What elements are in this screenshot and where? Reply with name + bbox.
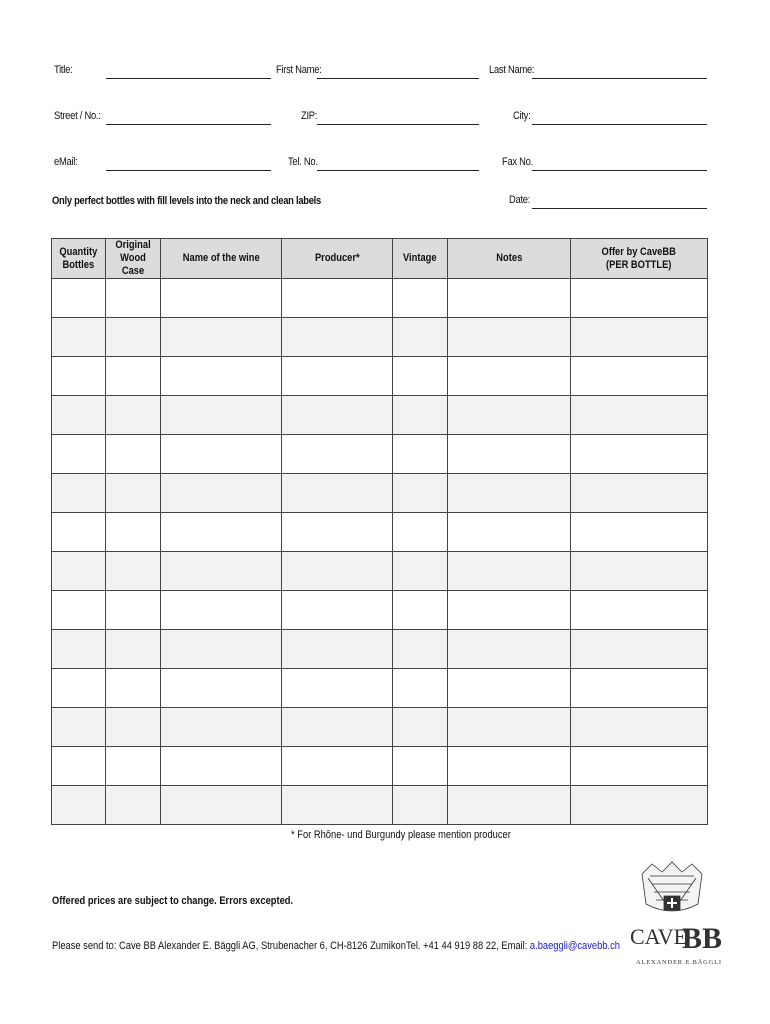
header-producer: Producer* bbox=[282, 239, 393, 279]
table-cell[interactable] bbox=[282, 708, 393, 747]
table-cell[interactable] bbox=[161, 552, 282, 591]
table-row bbox=[52, 279, 708, 318]
fax-label: Fax No. bbox=[502, 156, 533, 168]
table-cell[interactable] bbox=[52, 669, 106, 708]
table-cell[interactable] bbox=[448, 396, 571, 435]
bottle-condition-notice: Only perfect bottles with fill levels into the neck and clean labels bbox=[52, 195, 321, 207]
table-cell[interactable] bbox=[161, 396, 282, 435]
table-cell[interactable] bbox=[161, 708, 282, 747]
date-label: Date: bbox=[509, 194, 531, 206]
header-notes: Notes bbox=[448, 239, 571, 279]
table-cell[interactable] bbox=[571, 747, 708, 786]
table-cell[interactable] bbox=[571, 669, 708, 708]
street-label: Street / No.: bbox=[54, 110, 101, 122]
table-cell[interactable] bbox=[393, 279, 448, 318]
table-cell[interactable] bbox=[571, 708, 708, 747]
last-name-label: Last Name: bbox=[489, 64, 535, 76]
table-cell[interactable] bbox=[393, 552, 448, 591]
table-header-row bbox=[52, 239, 708, 279]
first-name-label: First Name: bbox=[276, 64, 322, 76]
table-cell[interactable] bbox=[106, 747, 161, 786]
tel-field[interactable] bbox=[317, 170, 479, 171]
table-cell[interactable] bbox=[448, 591, 571, 630]
wine-crest-icon bbox=[622, 860, 726, 970]
email-link[interactable]: a.baeggli@cavebb.ch bbox=[529, 940, 620, 952]
table-row bbox=[52, 669, 708, 708]
table-cell[interactable] bbox=[106, 513, 161, 552]
table-cell[interactable] bbox=[393, 708, 448, 747]
fax-field[interactable] bbox=[532, 170, 707, 171]
header-wood-case: Original Wood Case bbox=[106, 239, 161, 279]
email-label: eMail: bbox=[54, 156, 78, 168]
table-cell[interactable] bbox=[52, 279, 106, 318]
table-row bbox=[52, 357, 708, 396]
last-name-field[interactable] bbox=[532, 78, 707, 79]
table-cell[interactable] bbox=[393, 396, 448, 435]
table-cell[interactable] bbox=[106, 396, 161, 435]
table-cell[interactable] bbox=[393, 630, 448, 669]
table-row bbox=[52, 435, 708, 474]
table-cell[interactable] bbox=[106, 279, 161, 318]
table-cell[interactable] bbox=[393, 513, 448, 552]
table-cell[interactable] bbox=[393, 357, 448, 396]
table-cell[interactable] bbox=[282, 474, 393, 513]
price-disclaimer: Offered prices are subject to change. Errors excepted. bbox=[52, 895, 294, 907]
table-row bbox=[52, 318, 708, 357]
brand-mark: BB bbox=[682, 922, 723, 955]
date-field[interactable] bbox=[532, 208, 707, 209]
street-field[interactable] bbox=[106, 124, 271, 125]
table-cell[interactable] bbox=[52, 435, 106, 474]
tel-label: Tel. No. bbox=[288, 156, 318, 168]
table-row bbox=[52, 396, 708, 435]
table-row bbox=[52, 630, 708, 669]
table-cell[interactable] bbox=[106, 552, 161, 591]
table-cell[interactable] bbox=[161, 279, 282, 318]
table-cell[interactable] bbox=[571, 630, 708, 669]
header-wine-name: Name of the wine bbox=[161, 239, 282, 279]
table-cell[interactable] bbox=[448, 435, 571, 474]
table-cell[interactable] bbox=[106, 786, 161, 825]
table-cell[interactable] bbox=[106, 708, 161, 747]
table-cell[interactable] bbox=[282, 552, 393, 591]
table-cell[interactable] bbox=[161, 630, 282, 669]
table-cell[interactable] bbox=[448, 669, 571, 708]
table-cell[interactable] bbox=[161, 318, 282, 357]
table-row bbox=[52, 552, 708, 591]
first-name-field[interactable] bbox=[317, 78, 479, 79]
table-cell[interactable] bbox=[161, 747, 282, 786]
table-cell[interactable] bbox=[448, 513, 571, 552]
zip-label: ZIP: bbox=[301, 110, 318, 122]
table-cell[interactable] bbox=[448, 747, 571, 786]
table-cell[interactable] bbox=[282, 435, 393, 474]
table-cell[interactable] bbox=[106, 435, 161, 474]
table-cell[interactable] bbox=[106, 669, 161, 708]
title-field[interactable] bbox=[106, 78, 271, 79]
table-cell[interactable] bbox=[571, 513, 708, 552]
table-cell[interactable] bbox=[571, 396, 708, 435]
table-cell[interactable] bbox=[448, 786, 571, 825]
table-cell[interactable] bbox=[282, 318, 393, 357]
table-cell[interactable] bbox=[282, 396, 393, 435]
table-cell[interactable] bbox=[393, 786, 448, 825]
table-cell[interactable] bbox=[448, 357, 571, 396]
table-row bbox=[52, 474, 708, 513]
table-cell[interactable] bbox=[161, 513, 282, 552]
city-label: City: bbox=[513, 110, 531, 122]
table-cell[interactable] bbox=[106, 318, 161, 357]
table-cell[interactable] bbox=[52, 591, 106, 630]
table-cell[interactable] bbox=[282, 747, 393, 786]
table-cell[interactable] bbox=[52, 318, 106, 357]
table-cell[interactable] bbox=[106, 630, 161, 669]
table-cell[interactable] bbox=[161, 357, 282, 396]
table-cell[interactable] bbox=[52, 513, 106, 552]
table-cell[interactable] bbox=[448, 279, 571, 318]
table-cell[interactable] bbox=[106, 357, 161, 396]
table-cell[interactable] bbox=[393, 669, 448, 708]
table-cell[interactable] bbox=[52, 357, 106, 396]
table-cell[interactable] bbox=[393, 591, 448, 630]
table-cell[interactable] bbox=[448, 708, 571, 747]
table-row bbox=[52, 513, 708, 552]
table-cell[interactable] bbox=[52, 747, 106, 786]
owner-name: ALEXANDER E.BÄGGLI bbox=[636, 959, 722, 966]
table-cell[interactable] bbox=[571, 552, 708, 591]
table-cell[interactable] bbox=[571, 474, 708, 513]
table-cell[interactable] bbox=[571, 318, 708, 357]
table-row bbox=[52, 708, 708, 747]
header-vintage: Vintage bbox=[393, 239, 448, 279]
brand-word: CAVE bbox=[630, 924, 688, 949]
table-cell[interactable] bbox=[161, 591, 282, 630]
table-row bbox=[52, 786, 708, 825]
table-cell[interactable] bbox=[52, 396, 106, 435]
header-offer: Offer by CaveBB (PER BOTTLE) bbox=[571, 239, 708, 279]
table-cell[interactable] bbox=[52, 786, 106, 825]
table-cell[interactable] bbox=[282, 786, 393, 825]
email-field[interactable] bbox=[106, 170, 271, 171]
table-cell[interactable] bbox=[161, 786, 282, 825]
cavebb-logo bbox=[622, 860, 726, 970]
table-cell[interactable] bbox=[282, 357, 393, 396]
table-cell[interactable] bbox=[448, 318, 571, 357]
header-quantity: Quantity Bottles bbox=[52, 239, 106, 279]
table-cell[interactable] bbox=[106, 591, 161, 630]
table-cell[interactable] bbox=[393, 474, 448, 513]
table-cell[interactable] bbox=[393, 435, 448, 474]
table-cell[interactable] bbox=[282, 513, 393, 552]
send-to-address: Please send to: Cave BB Alexander E. Bäggli AG, Strubenacher 6, CH-8126 ZumikonTel. +41 44 919 88 22, Email: bbox=[52, 940, 530, 952]
title-label: Title: bbox=[54, 64, 73, 76]
zip-field[interactable] bbox=[317, 124, 479, 125]
table-cell[interactable] bbox=[448, 552, 571, 591]
table-cell[interactable] bbox=[393, 318, 448, 357]
table-cell[interactable] bbox=[282, 669, 393, 708]
city-field[interactable] bbox=[532, 124, 707, 125]
table-cell[interactable] bbox=[393, 747, 448, 786]
table-cell[interactable] bbox=[282, 279, 393, 318]
table-row bbox=[52, 747, 708, 786]
table-cell[interactable] bbox=[282, 630, 393, 669]
table-cell[interactable] bbox=[571, 357, 708, 396]
table-cell[interactable] bbox=[448, 630, 571, 669]
table-cell[interactable] bbox=[571, 591, 708, 630]
table-cell[interactable] bbox=[106, 474, 161, 513]
table-cell[interactable] bbox=[282, 591, 393, 630]
table-cell[interactable] bbox=[571, 279, 708, 318]
table-cell[interactable] bbox=[52, 474, 106, 513]
table-cell[interactable] bbox=[571, 435, 708, 474]
table-cell[interactable] bbox=[161, 474, 282, 513]
table-cell[interactable] bbox=[161, 435, 282, 474]
producer-footnote: * For Rhône- und Burgundy please mention producer bbox=[291, 829, 511, 841]
table-cell[interactable] bbox=[571, 786, 708, 825]
table-cell[interactable] bbox=[52, 708, 106, 747]
table-cell[interactable] bbox=[161, 669, 282, 708]
table-cell[interactable] bbox=[448, 474, 571, 513]
wine-order-table bbox=[51, 238, 708, 825]
send-to-line bbox=[52, 940, 620, 952]
table-cell[interactable] bbox=[52, 552, 106, 591]
table-row bbox=[52, 591, 708, 630]
table-cell[interactable] bbox=[52, 630, 106, 669]
